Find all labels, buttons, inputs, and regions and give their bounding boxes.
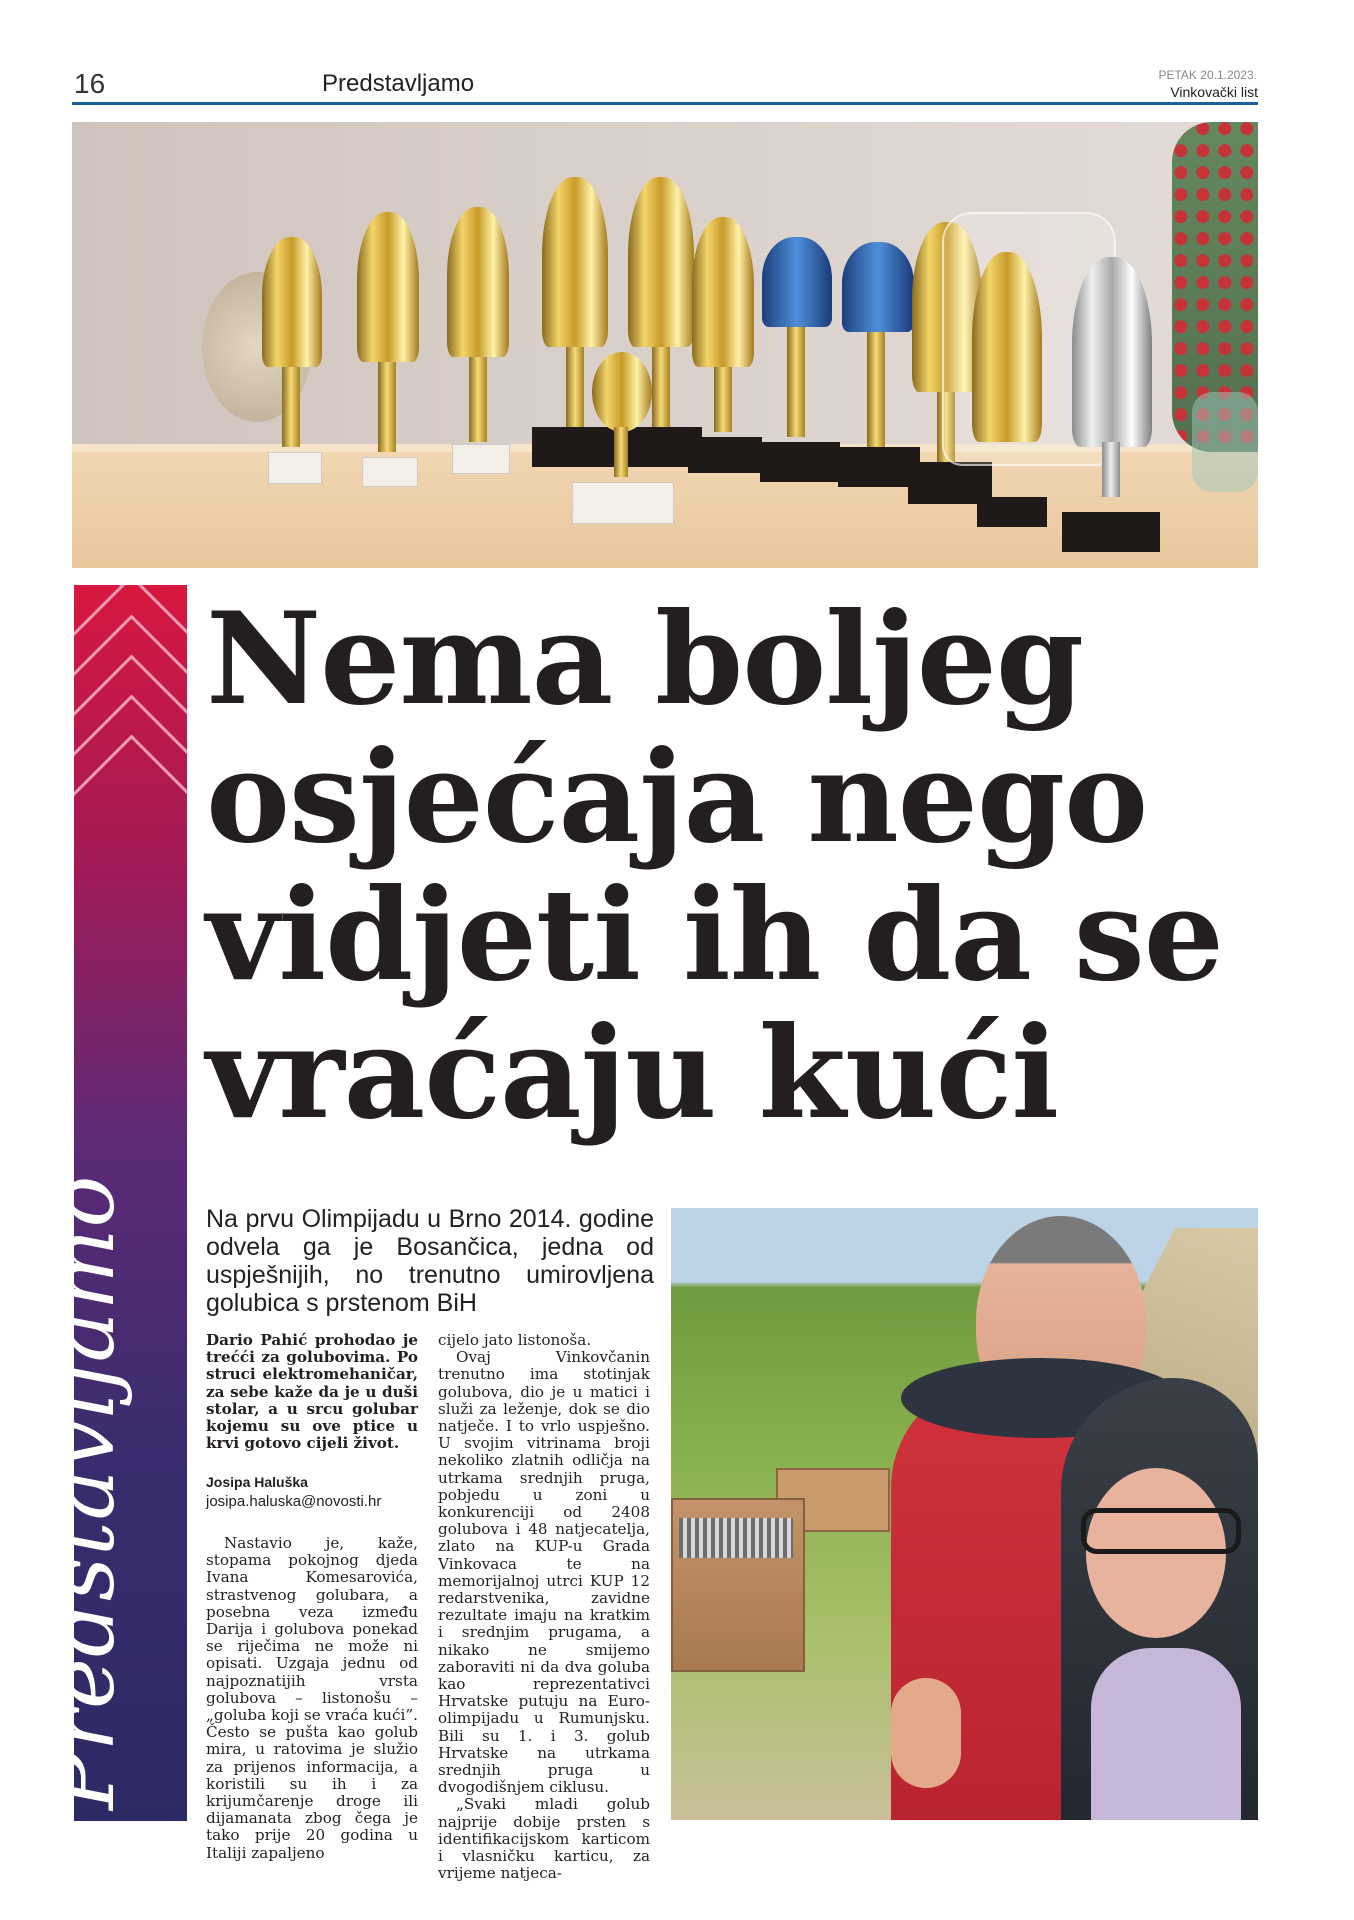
body-paragraph: cijelo jato listonoša. bbox=[438, 1331, 592, 1349]
issue-date: PETAK 20.1.2023. bbox=[1158, 68, 1257, 82]
headline-line: vraćaju kući bbox=[206, 999, 1059, 1147]
subheadline: Na prvu Olimpijadu u Brno 2014. godine odvela ga je Bosančica, jedna od uspješnijih, no trenutno umirovljena golubica s prstenom BiH bbox=[206, 1205, 654, 1317]
headline-line: Nema boljeg bbox=[206, 585, 1084, 733]
sidebar-label: Predstavljamo bbox=[34, 1174, 134, 1810]
body-paragraph: Nastavio je, kaže, stopama pokojnog djeda Ivana Komesarovića, strastvenog golubara, a posebna veza između Darija i golubova ponekad se riječima ne može ni opisati. Uzgaja jednu od najpoznatijih vrsta golubova – listonošu – „goluba koji se vraća kući”. Često se pušta kao golub mira, u ratovima je služio za prijenos informacija, a koristili su ih i za krijumčarenje droge ili dijamanata zbog čega je tako prije 20 godina u Italiji zapaljeno bbox=[206, 1534, 418, 1862]
author-name: Josipa Haluška bbox=[206, 1474, 308, 1490]
headline-line: vidjeti ih da se bbox=[206, 861, 1223, 1009]
trophies-photo bbox=[72, 122, 1258, 568]
author-email[interactable]: josipa.haluska@novosti.hr bbox=[206, 1493, 382, 1510]
body-column-2 bbox=[438, 1332, 650, 1883]
headline bbox=[206, 585, 1266, 1147]
page-number: 16 bbox=[74, 68, 106, 99]
body-paragraph: Ovaj Vinkovčanin trenutno ima stotinjak golubova, dio je u matici i služi za leženje, dok se dio natječe. I to vrlo uspješno. U svojim vitrinama broji nekoliko zlatnih odličja na utrkama srednjih pruga, pobjedu u zoni u konkurenciji od 2408 golubova i 48 natjecatelja, zlato na KUP-u Grada Vinkovaca te na memorijalnoj utrci KUP 12 redarstvenika, zavidne rezultate imaju na kratkim i srednjim prugama, a nikako ne smijemo zaboraviti ni da dva goluba kao reprezentativci Hrvatske putuju na Euro-olimpijadu u Rumunjsku. Bili su 1. i 3. golub Hrvatske na utrkama srednjih pruga u dvogodišnjem ciklusu. bbox=[438, 1348, 650, 1797]
lead-paragraph: Dario Pahić prohodao je trećći za golubovima. Po struci elektromehaničar, za sebe kaže da je u duši stolar, a u srcu golubar kojemu su ove ptice u krvi gotovo cijeli život. bbox=[206, 1331, 418, 1453]
header-rule bbox=[72, 102, 1258, 105]
body-column-1 bbox=[206, 1535, 418, 1862]
headline-line: osjećaja nego bbox=[206, 723, 1148, 871]
portrait-photo bbox=[671, 1208, 1258, 1820]
body-paragraph: „Svaki mladi golub najprije dobije prsten s identifikacijskom karticom i vlasničku karticu, za vrijeme natjeca- bbox=[438, 1795, 650, 1883]
section-title: Predstavljamo bbox=[322, 70, 475, 97]
newspaper-name: Vinkovački list bbox=[1170, 84, 1258, 100]
